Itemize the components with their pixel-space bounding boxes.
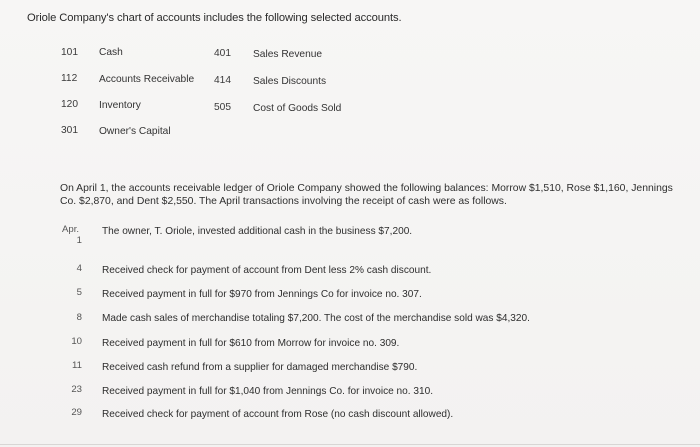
account-name: Sales Revenue: [253, 49, 323, 60]
transaction-text: Received cash refund from a supplier for damaged merchandise $790.: [102, 362, 418, 373]
transaction-text: Made cash sales of merchandise totaling $7,200. The cost of the merchandise sold was $4,320.: [102, 313, 530, 324]
transaction-text: Received check for payment of account from Rose (no cash discount allowed).: [102, 409, 454, 420]
account-number: 101: [61, 47, 78, 58]
account-number: 112: [61, 73, 78, 84]
account-name: Sales Discounts: [253, 76, 327, 87]
transaction-day: 4: [76, 263, 82, 274]
account-number: 401: [214, 48, 231, 59]
account-name: Cash: [99, 47, 123, 58]
transaction-text: Received check for payment of account from Dent less 2% cash discount.: [102, 265, 432, 276]
transaction-day: 29: [71, 407, 82, 418]
account-name: Accounts Receivable: [99, 74, 195, 85]
transaction-day: 10: [71, 336, 82, 347]
transaction-text: Received payment in full for $970 from Jennings Co for invoice no. 307.: [102, 289, 422, 300]
transaction-text: The owner, T. Oriole, invested additional cash in the business $7,200.: [102, 226, 413, 237]
account-name: Inventory: [99, 100, 141, 111]
transaction-text: Received payment in full for $610 from Morrow for invoice no. 309.: [102, 338, 400, 349]
account-name: Cost of Goods Sold: [253, 103, 342, 114]
transaction-day: 8: [76, 312, 82, 323]
transaction-text: Received payment in full for $1,040 from Jennings Co. for invoice no. 310.: [102, 386, 434, 397]
transaction-day: 5: [76, 287, 82, 298]
account-number: 301: [61, 125, 78, 136]
month-label: Apr.: [62, 224, 80, 235]
transaction-day: 23: [71, 384, 82, 395]
bottom-divider: [0, 444, 700, 445]
ledger-paragraph: On April 1, the accounts receivable ledger of Oriole Company showed the following balances: Morrow $1,510, Rose $1,160, Jennings Co. $2,870, and Dent $2,550. The April transactions involving the receipt of cash were as follows.: [60, 183, 673, 207]
account-number: 120: [61, 99, 78, 110]
account-name: Owner's Capital: [99, 126, 171, 137]
intro-text: Oriole Company's chart of accounts includes the following selected accounts.: [27, 12, 402, 24]
account-number: 414: [214, 75, 231, 86]
account-number: 505: [214, 102, 231, 113]
transaction-day: 1: [76, 235, 82, 246]
transaction-day: 11: [72, 360, 82, 371]
